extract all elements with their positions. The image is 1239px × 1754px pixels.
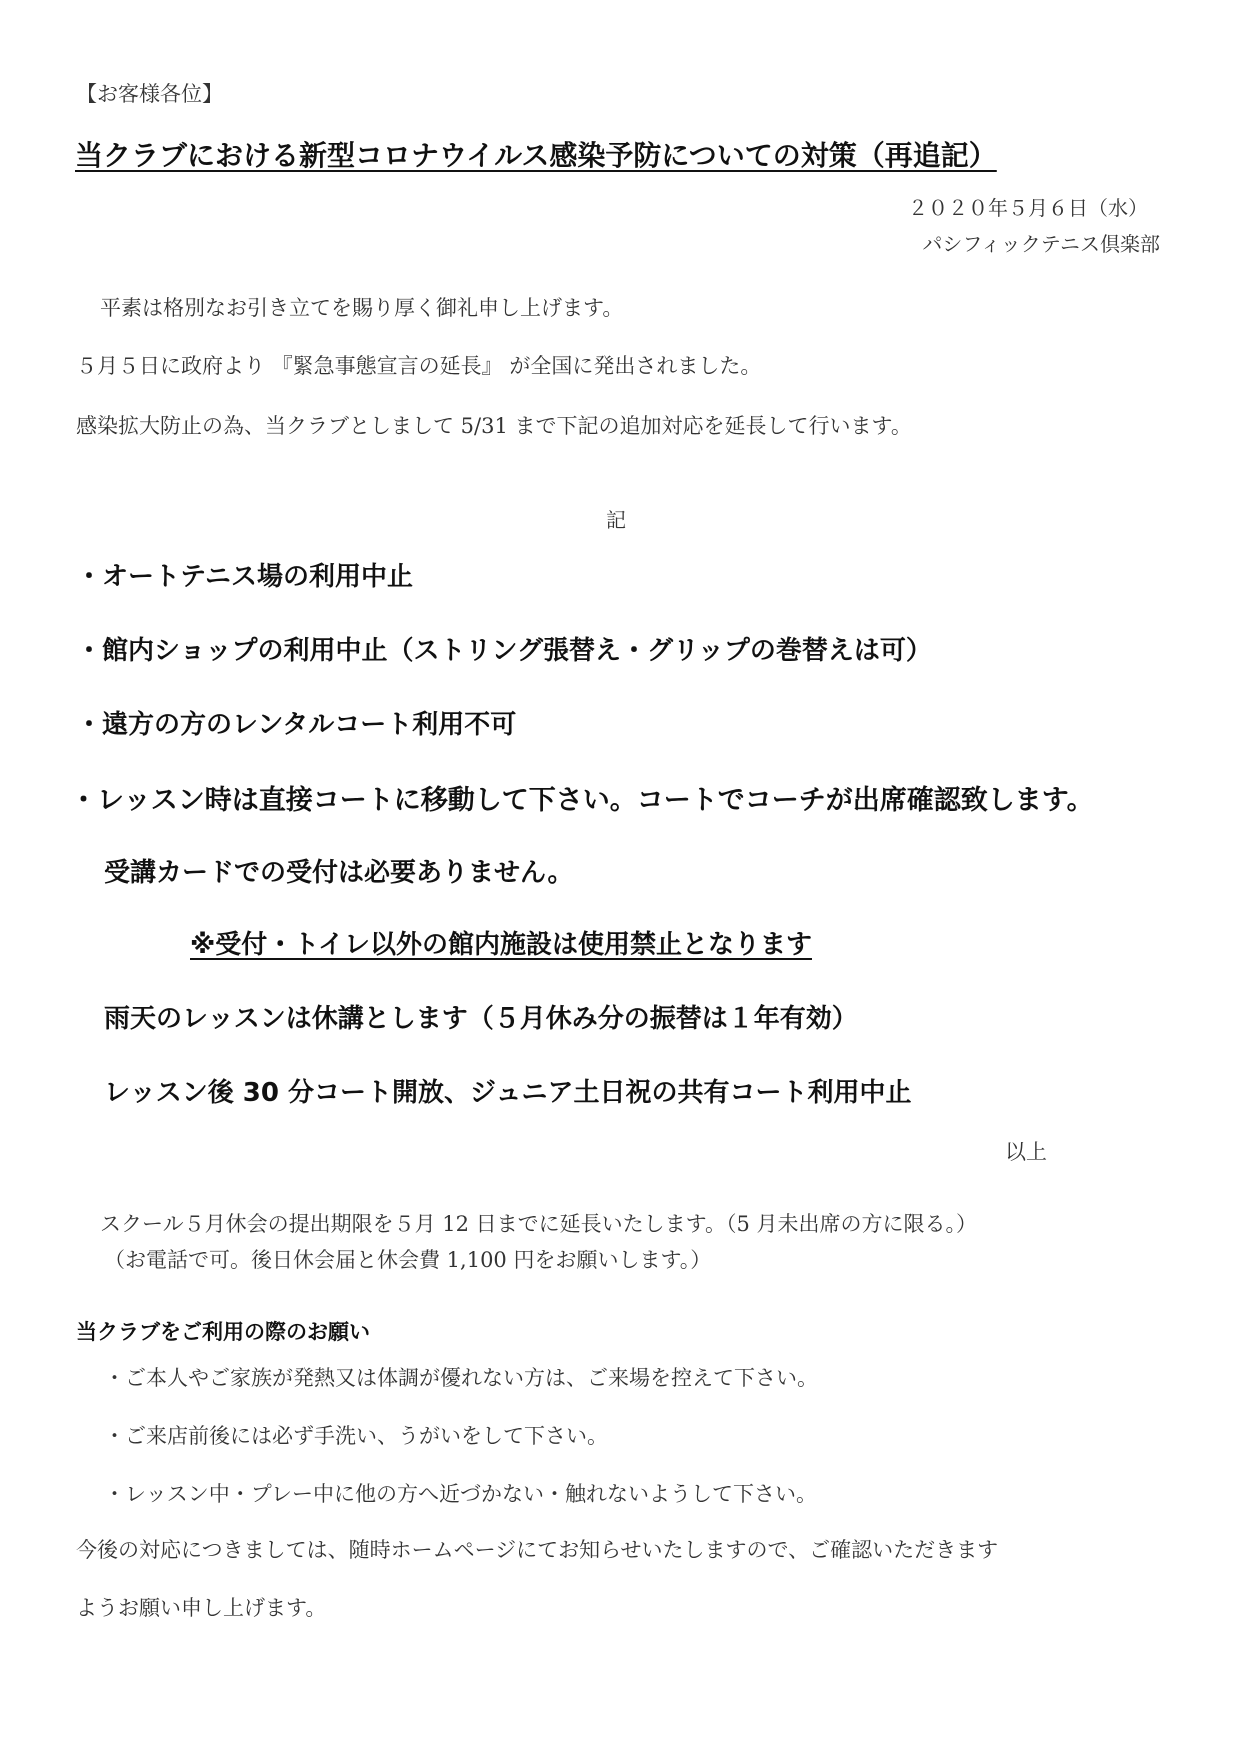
intro-line: 感染拡大防止の為、当クラブとしまして 5/31 まで下記の追加対応を延長して行います。 (76, 414, 912, 438)
notice-date: ２０２０年５月６日（水） (908, 196, 1148, 220)
measure-item: 受講カードでの受付は必要ありません。 (104, 858, 574, 888)
measure-item: ・遠方の方のレンタルコート利用不可 (76, 710, 517, 740)
requests-heading: 当クラブをご利用の際のお願い (76, 1320, 370, 1344)
measure-item: ・オートテニス場の利用中止 (76, 562, 413, 592)
lesson-note: レッスン後 30 分コート開放、ジュニア土日祝の共有コート利用中止 (104, 1078, 912, 1108)
measure-item: ・レッスン時は直接コートに移動して下さい。コートでコーチが出席確認致します。 (70, 785, 1094, 816)
notice-title: 当クラブにおける新型コロナウイルス感染予防についての対策（再追記） (75, 139, 997, 172)
intro-line: 平素は格別なお引き立てを賜り厚く御礼申し上げます。 (100, 296, 624, 320)
lesson-note: 雨天のレッスンは休講とします（５月休み分の振替は１年有効） (104, 1004, 858, 1034)
ijo-marker: 以上 (1005, 1140, 1047, 1164)
request-item: ・ご来店前後には必ず手洗い、うがいをして下さい。 (104, 1424, 608, 1448)
measure-item: ・館内ショップの利用中止（ストリング張替え・グリップの巻替えは可） (76, 636, 932, 666)
closing-line: ようお願い申し上げます。 (76, 1596, 327, 1620)
request-item: ・ご本人やご家族が発熱又は体調が優れない方は、ご来場を控えて下さい。 (104, 1366, 818, 1390)
addressee: 【お客様各位】 (76, 82, 223, 106)
issuer-name: パシフィックテニス倶楽部 (922, 232, 1160, 256)
school-note: （お電話で可。後日休会届と休会費 1,100 円をお願いします。） (104, 1248, 712, 1272)
school-note: スクール５月休会の提出期限を５月 12 日までに延長いたします。（5 月未出席の方に限る。） (100, 1212, 978, 1236)
closing-line: 今後の対応につきましては、随時ホームページにてお知らせいたしますので、ご確認いただきます (76, 1538, 999, 1562)
facility-notice: ※受付・トイレ以外の館内施設は使用禁止となります (190, 930, 812, 960)
request-item: ・レッスン中・プレー中に他の方へ近づかない・触れないようして下さい。 (104, 1482, 817, 1506)
ki-marker: 記 (606, 508, 626, 532)
intro-line: ５月５日に政府より 『緊急事態宣言の延長』 が全国に発出されました。 (76, 354, 762, 378)
